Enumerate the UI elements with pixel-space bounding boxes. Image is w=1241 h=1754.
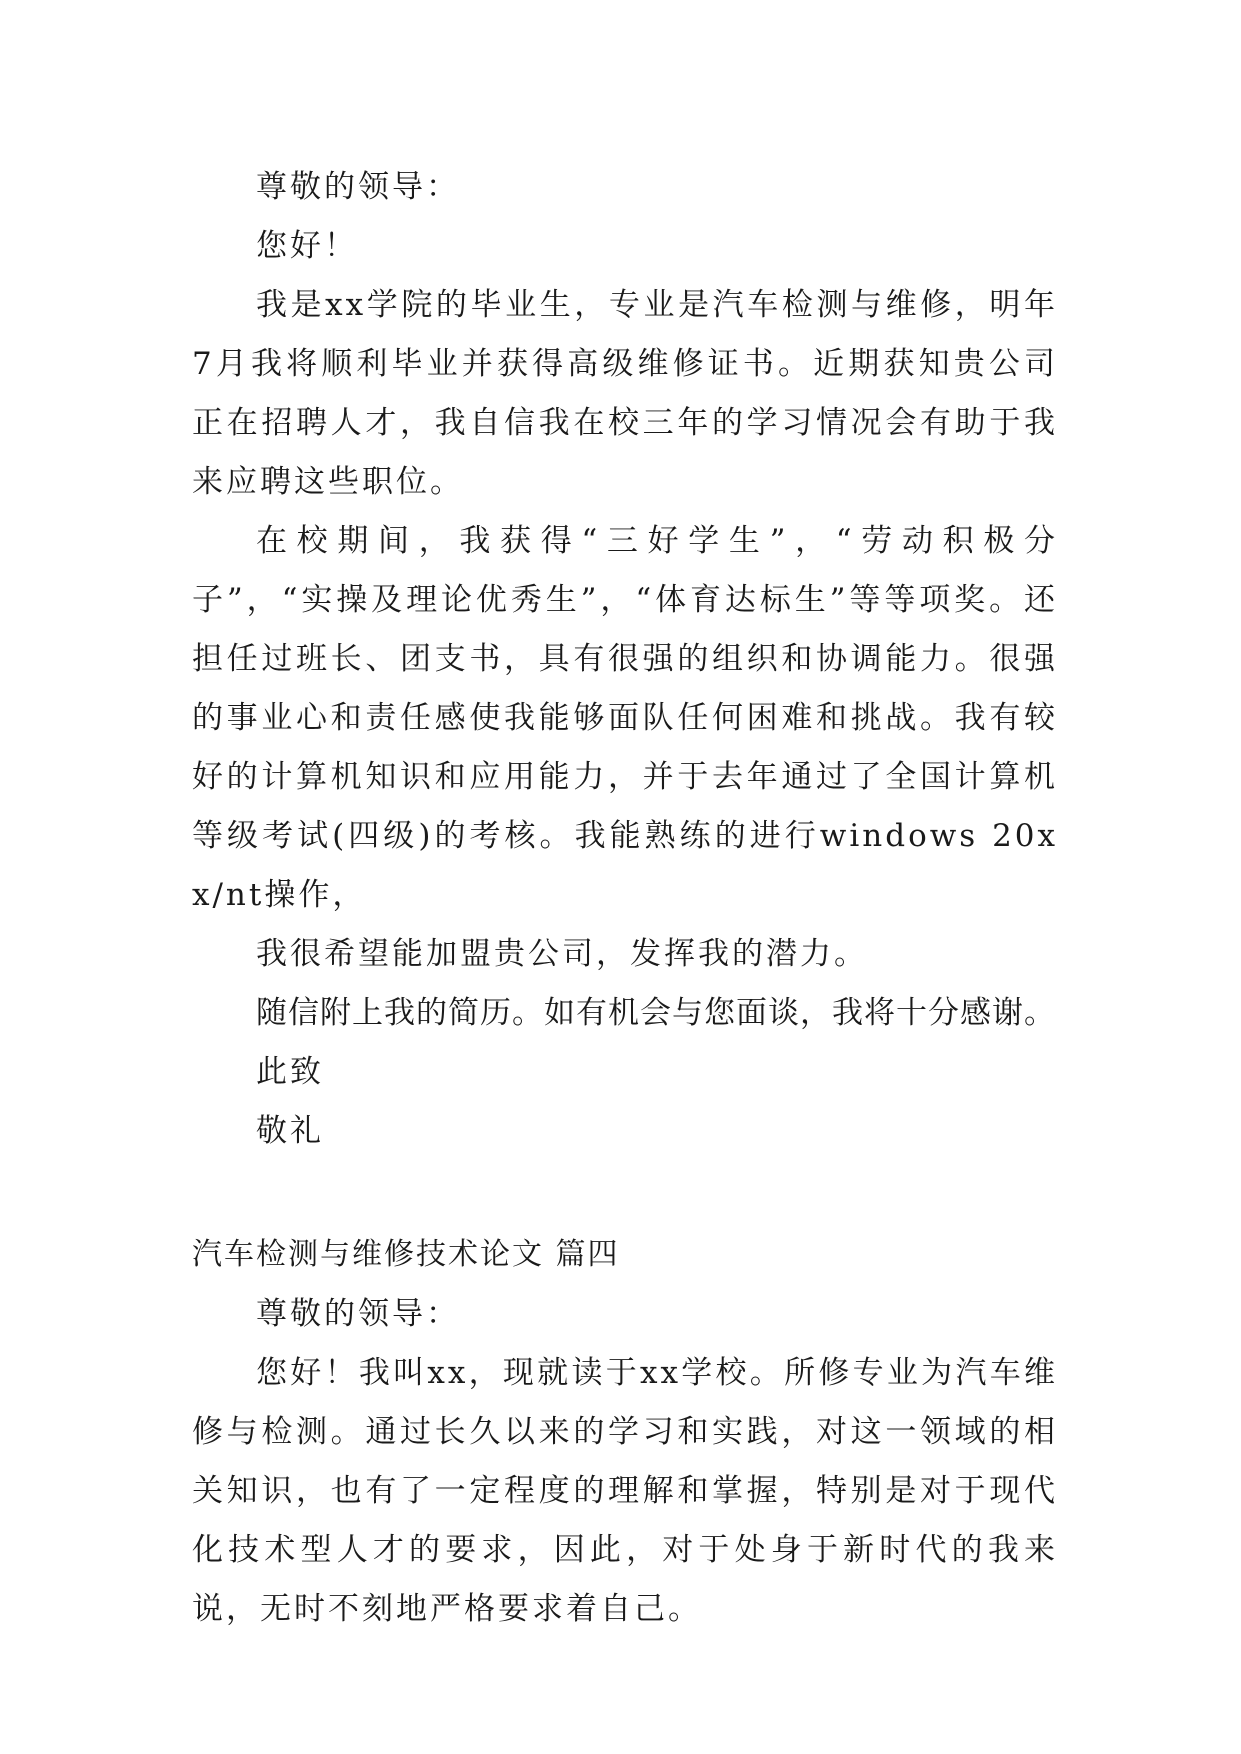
letter1-regards: 敬礼 — [256, 1113, 324, 1149]
document-body — [192, 158, 1058, 1639]
letter1-paragraph: 随信附上我的简历。如有机会与您面谈，我将十分感谢。 — [256, 995, 1056, 1031]
letter2-salutation: 尊敬的领导： — [256, 1296, 460, 1332]
letter1-paragraph: 我是xx学院的毕业生，专业是汽车检测与维修，明年7月我将顺利毕业并获得高级维修证书。近期获知贵公司正在招聘人才，我自信我在校三年的学习情况会有助于我来应聘这些职位。 — [192, 287, 1058, 500]
letter1-paragraph: 我很希望能加盟贵公司，发挥我的潜力。 — [256, 936, 868, 972]
letter1-closing: 此致 — [256, 1054, 324, 1090]
letter1-greeting: 您好！ — [256, 228, 358, 264]
letter1-paragraph: 在校期间，我获得“三好学生”，“劳动积极分子”，“实操及理论优秀生”，“体育达标生”等等项奖。还担任过班长、团支书，具有很强的组织和协调能力。很强的事业心和责任感使我能够面队任何困难和挑战。我有较好的计算机知识和应用能力，并于去年通过了全国计算机等级考试(四级)的考核。我能熟练的进行windows 20xx/nt操作， — [192, 523, 1058, 913]
letter1-salutation: 尊敬的领导： — [256, 169, 460, 205]
letter2-paragraph: 您好！我叫xx，现就读于xx学校。所修专业为汽车维修与检测。通过长久以来的学习和实践，对这一领域的相关知识，也有了一定程度的理解和掌握，特别是对于现代化技术型人才的要求，因此，对于处身于新时代的我来说，无时不刻地严格要求着自己。 — [192, 1355, 1058, 1627]
section-title: 汽车检测与维修技术论文 篇四 — [192, 1237, 620, 1272]
section-spacer — [192, 1161, 1058, 1225]
